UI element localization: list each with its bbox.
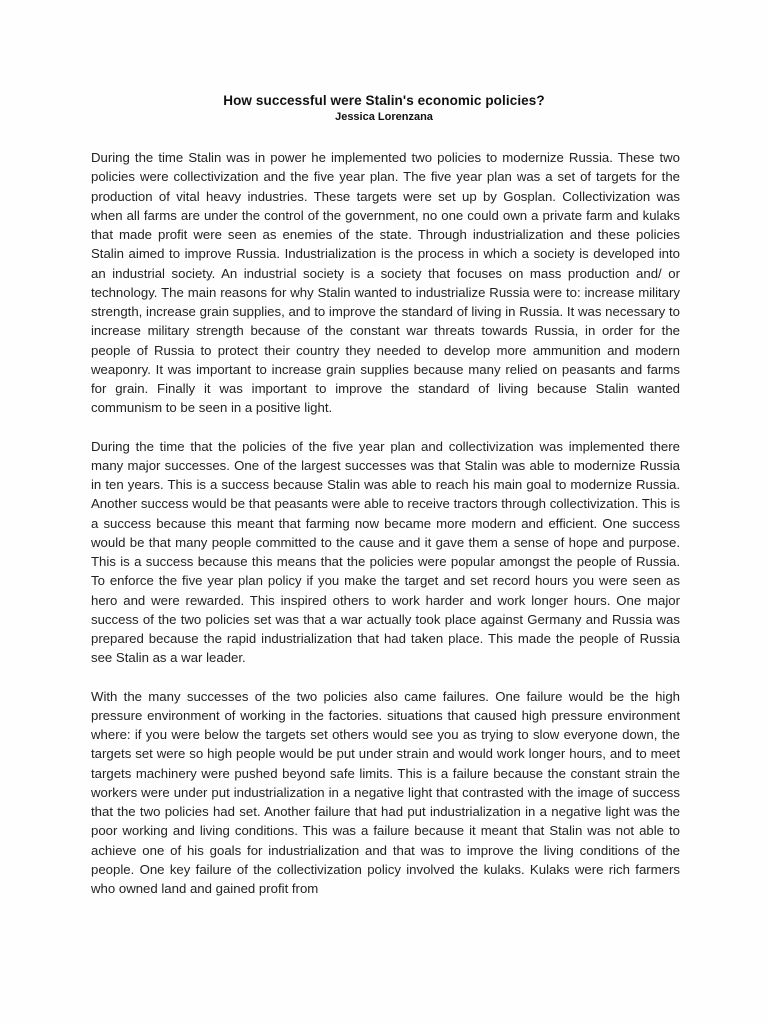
document-header (0, 92, 768, 124)
paragraph-3: With the many successes of the two policies also came failures. One failure would be the high pressure environment of working in the factories. situations that caused high pressure environment where: if you were below the targets set others would see you as trying to slow everyone down, the targets set were so high people would be put under strain and would work longer hours, and to meet targets machinery were pushed beyond safe limits. This is a failure because the constant strain the workers were under put industrialization in a negative light that contrasted with the image of success that the two policies had set. Another failure that had put industrialization in a negative light was the poor working and living conditions. This was a failure because it meant that Stalin was not able to achieve one of his goals for industrialization and that was to improve the living conditions of the people. One key failure of the collectivization policy involved the kulaks. Kulaks were rich farmers who owned land and gained profit from (91, 688, 680, 896)
document-author: Jessica Lorenzana (335, 111, 433, 123)
paragraph-1: During the time Stalin was in power he implemented two policies to modernize Russia. These two policies were collectivization and the five year plan. The five year plan was a set of targets for the production of vital heavy industries. These targets were set up by Gosplan. Collectivization was when all farms are under the control of the government, no one could own a private farm and kulaks that made profit were seen as enemies of the state. Through industrialization and these policies Stalin aimed to improve Russia. Industrialization is the process in which a society is developed into an industrial society. An industrial society is a society that focuses on mass production and/ or technology. The main reasons for why Stalin wanted to industrialize Russia were to: increase military strength, increase grain supplies, and to improve the standard of living in Russia. It was necessary to increase military strength because of the constant war threats towards Russia, in order for the people of Russia to protect their country they needed to develop more ammunition and modern weaponry. It was important to increase grain supplies because many relied on peasants and farms for grain. Finally it was important to improve the standard of living because Stalin wanted communism to be seen in a positive light. (91, 150, 680, 416)
paragraph-2: During the time that the policies of the five year plan and collectivization was implemented there many major successes. One of the largest successes was that Stalin was able to modernize Russia in ten years. This is a success because Stalin was able to reach his main goal to modernize Russia. Another success would be that peasants were able to receive tractors through collectivization. This is a success because this meant that farming now became more modern and efficient. One success would be that many people committed to the cause and it gave them a sense of hope and purpose. This is a success because this means that the policies were popular amongst the people of Russia. To enforce the five year plan policy if you make the target and set record hours you were seen as hero and were rewarded. This inspired others to work harder and work longer hours. One major success of the two policies set was that a war actually took place against Germany and Russia was prepared because the rapid industrialization that had taken place. This made the people of Russia see Stalin as a war leader. (91, 438, 680, 666)
document-body (91, 148, 680, 917)
document-title: How successful were Stalin's economic policies? (223, 93, 545, 108)
